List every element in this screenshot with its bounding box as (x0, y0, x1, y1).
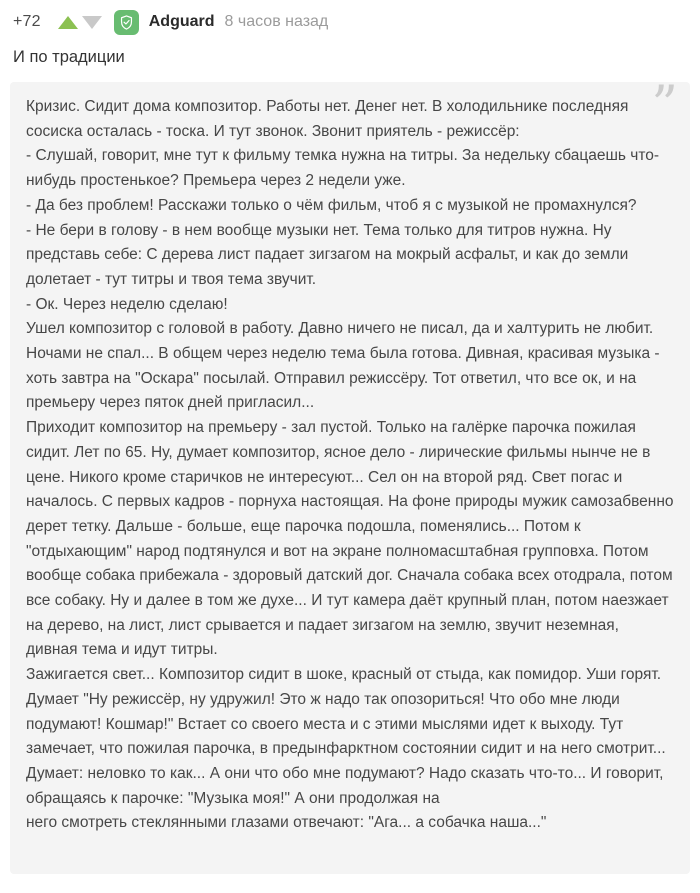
quote-block (10, 76, 690, 874)
quote-paragraph: него смотреть стеклянными глазами отвечают: "Ага... а собачка наша..." (26, 814, 547, 832)
downvote-icon[interactable] (82, 16, 102, 29)
avatar[interactable] (114, 10, 139, 35)
comment-title: И по традиции (13, 48, 125, 66)
quote-paragraph: Приходит композитор на премьеру - зал пустой. Только на галёрке парочка пожилая сидит. Лет по 65. Ну, думает композитор, ясное дело - лирические фильмы нынче не в цене. Никого кроме старичков не интересуют... Сел он на второй ряд. Свет погас и началось. С первых кадров - порнуха настоящая. На фоне природы мужик самозабвенно дерет тетку. Дальше - больше, еще парочка подошла, поменялись... Потом к "отдыхающим" народ подтянулся и вот на экране полномасштабная групповха. Потом вообще собака прибежала - здоровый датский дог. Сначала собака всех отодрала, потом все собаку. Ну и далее в том же духе... И тут камера даёт крупный план, потом наезжает на дерево, на лист, лист срывается и падает зигзагом на землю, звучит неземная, дивная тема и идут титры. (26, 419, 674, 659)
comment-timestamp[interactable]: 8 часов назад (224, 13, 329, 30)
quote-paragraph: - Не бери в голову - в нем вообще музыки нет. Тема только для титров нужна. Ну представь себе: С дерева лист падает зигзагом на мокрый асфальт, и как до земли долетает - тут титры и твоя тема звучит. (26, 221, 629, 288)
username-link[interactable]: Adguard (148, 13, 215, 30)
rating-value: +72 (13, 13, 41, 30)
quote-paragraph: Кризис. Сидит дома композитор. Работы нет. Денег нет. В холодильнике последняя сосиска осталась - тоска. И тут звонок. Звонит приятель - режиссёр: (26, 98, 629, 140)
quote-paragraph: - Ок. Через неделю сделаю! (26, 295, 228, 313)
quote-paragraph: - Слушай, говорит, мне тут к фильму темка нужна на титры. За недельку сбацаешь что-нибудь простенькое? Премьера через 2 недели уже. (26, 147, 660, 190)
comment-header (13, 9, 688, 35)
quote-paragraph: Ушел композитор с головой в работу. Давно ничего не писал, да и халтурить не любит. Ночами не спал... В общем через неделю тема была готова. Дивная, красивая музыка - хоть завтра на "Оскара" посылай. Отправил режиссёру. Тот ответил, что все ок, и на премьеру через пяток дней пригласил... (26, 320, 660, 412)
upvote-icon[interactable] (58, 16, 78, 29)
quote-text (26, 95, 674, 836)
shield-check-icon (118, 14, 135, 31)
quote-paragraph: - Да без проблем! Расскажи только о чём фильм, чтоб я с музыкой не промахнулся? (26, 196, 637, 214)
quote-mark-icon: ” (651, 76, 678, 136)
quote-paragraph: Зажигается свет... Композитор сидит в шоке, красный от стыда, как помидор. Уши горят. Думает "Ну режиссёр, ну удружил! Это ж надо так опозориться! Что обо мне люди подумают! Кошмар!" Встает со своего места и с этими мыслями идет к выходу. Тут замечает, что пожилая парочка, в предынфарктном состоянии сидит и на него смотрит... Думает: неловко то как... А они что обо мне подумают? Надо сказать что-то... И говорит, обращаясь к парочке: "Музыка моя!" А они продолжая на (26, 666, 666, 807)
